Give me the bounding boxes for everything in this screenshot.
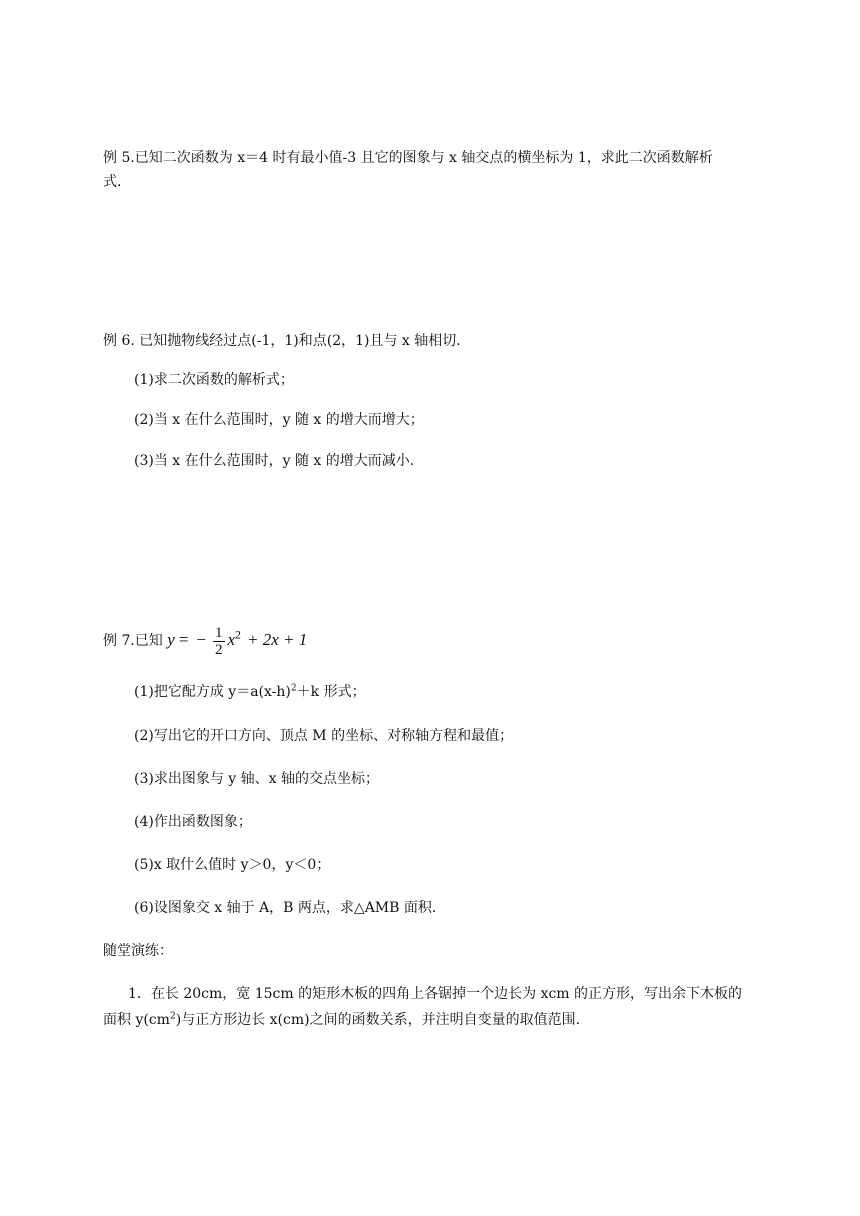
eq-minus: − [196, 630, 206, 649]
example-6-question-3: (3)当 x 在什么范围时，y 随 x 的增大而减小. [134, 453, 415, 469]
practice-1-superscript: 2 [169, 1011, 176, 1022]
example-7-equation [167, 624, 308, 658]
example-7-prefix: 例 7.已知 [103, 633, 168, 649]
example-6-question-1: (1)求二次函数的解析式； [134, 372, 294, 388]
eq-rest: + 2x + 1 [247, 630, 308, 649]
example-6-title: 例 6. 已知抛物线经过点(-1，1)和点(2，1)且与 x 轴相切. [103, 333, 461, 349]
example-5-line-1: 例 5.已知二次函数为 x＝4 时有最小值-3 且它的图象与 x 轴交点的横坐标为 1，求此二次函数解析 [103, 150, 713, 166]
q1-text-end: ＋k 形式； [296, 684, 366, 700]
q1-text: (1)把它配方成 y＝a(x-h) [134, 684, 291, 700]
example-6-question-2: (2)当 x 在什么范围时，y 随 x 的增大而增大； [134, 412, 424, 428]
practice-1-line-2 [103, 1010, 580, 1030]
example-5-line-2: 式. [103, 174, 122, 190]
practice-1-text-end: )与正方形边长 x(cm)之间的函数关系，并注明自变量的取值范围. [175, 1012, 581, 1028]
eq-equals: = [178, 630, 189, 649]
example-7-question-4: (4)作出函数图象； [134, 814, 252, 830]
eq-fraction-denominator: 2 [215, 641, 223, 658]
example-7-question-5: (5)x 取什么值时 y＞0，y＜0； [134, 857, 331, 873]
example-7-question-2: (2)写出它的开口方向、顶点 M 的坐标、对称轴方程和最值； [134, 728, 514, 744]
eq-exponent: 2 [235, 627, 241, 642]
practice-heading: 随堂演练： [103, 943, 173, 959]
example-7-question-6: (6)设图象交 x 轴于 A，B 两点，求△AMB 面积. [134, 900, 437, 916]
q1-superscript: 2 [290, 683, 297, 694]
example-7-title [103, 620, 307, 661]
practice-1-text: 面积 y(cm [103, 1012, 170, 1028]
eq-fraction-numerator: 1 [215, 624, 223, 641]
eq-y: y [167, 630, 175, 649]
practice-1-line-1: 1．在长 20cm，宽 15cm 的矩形木板的四角上各锯掉一个边长为 xcm 的正方形，写出余下木板的 [128, 986, 743, 1002]
eq-x: x [227, 630, 236, 649]
eq-fraction [213, 625, 225, 658]
example-7-question-1 [134, 682, 366, 702]
example-7-question-3: (3)求出图象与 y 轴、x 轴的交点坐标； [134, 771, 379, 787]
